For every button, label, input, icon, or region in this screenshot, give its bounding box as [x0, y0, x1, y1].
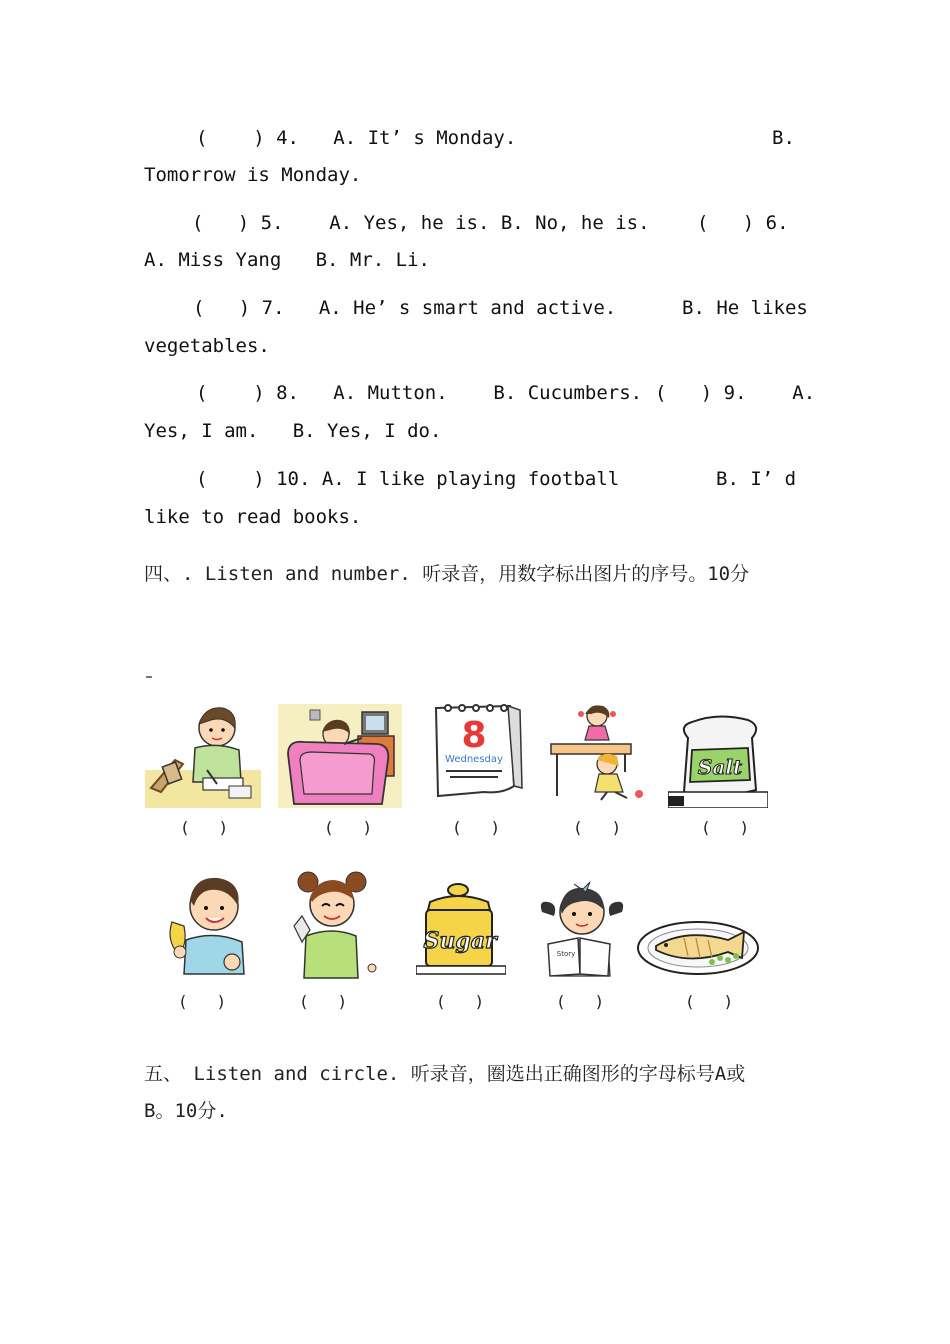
sugar-label: Sugar [423, 928, 497, 954]
question-10-line2: like to read books. [144, 506, 362, 528]
boy-banana-icon [158, 870, 256, 978]
answer-paren-5[interactable]: ( ) [701, 818, 750, 837]
girl-tv-sofa-icon [278, 704, 402, 808]
calendar-icon [424, 702, 524, 800]
answer-paren-8[interactable]: ( ) [436, 992, 485, 1011]
answer-paren-7[interactable]: ( ) [299, 992, 348, 1011]
girls-table-icon [547, 702, 649, 802]
question-10-option-b: B. I’ d [716, 468, 797, 490]
question-9-start: ( ) 9. A. [655, 382, 816, 404]
answer-paren-6[interactable]: ( ) [178, 992, 227, 1011]
question-5-line: ( ) 5. A. Yes, he is. B. No, he is. [192, 212, 650, 234]
fish-plate-icon [636, 912, 760, 978]
answer-paren-10[interactable]: ( ) [685, 992, 734, 1011]
boy-writing-icon [145, 700, 261, 808]
answer-paren-1[interactable]: ( ) [180, 818, 229, 837]
book-title-label: Story [556, 950, 576, 958]
answer-paren-3[interactable]: ( ) [452, 818, 501, 837]
question-4-line2: Tomorrow is Monday. [144, 164, 362, 186]
girl-eating-icon [286, 868, 378, 980]
answer-paren-4[interactable]: ( ) [573, 818, 622, 837]
section-4-heading: 四、. Listen and number. 听录音，用数字标出图片的序号。10分 [144, 563, 750, 585]
question-6-start: ( ) 6. [697, 212, 789, 234]
answer-paren-2[interactable]: ( ) [324, 818, 373, 837]
section-5-heading-line1: 五、 Listen and circle. 听录音，圈选出正确图形的字母标号A或 [144, 1063, 746, 1085]
salt-bag-icon [668, 708, 768, 808]
calendar-date-number: 8 [461, 715, 487, 756]
stray-mark [146, 676, 152, 678]
question-7-option-b: B. He likes [682, 297, 808, 319]
question-7-line2: vegetables. [144, 335, 270, 357]
girl-reading-icon [534, 878, 630, 978]
calendar-day-name: Wednesday [445, 754, 503, 765]
section-5-heading-line2: B。10分. [144, 1100, 228, 1122]
question-9-options: Yes, I am. B. Yes, I do. [144, 420, 442, 442]
question-7-line1: ( ) 7. A. He’ s smart and active. [193, 297, 617, 319]
question-8-line: ( ) 8. A. Mutton. B. Cucumbers. [196, 382, 643, 404]
question-6-options: A. Miss Yang B. Mr. Li. [144, 249, 430, 271]
salt-label: Salt [697, 755, 743, 779]
answer-paren-9[interactable]: ( ) [556, 992, 605, 1011]
question-4-option-b: B. [772, 127, 795, 149]
question-4-line1: ( ) 4. A. It’ s Monday. [196, 127, 517, 149]
sugar-jar-icon [416, 880, 506, 978]
question-10-line1: ( ) 10. A. I like playing football [196, 468, 620, 490]
